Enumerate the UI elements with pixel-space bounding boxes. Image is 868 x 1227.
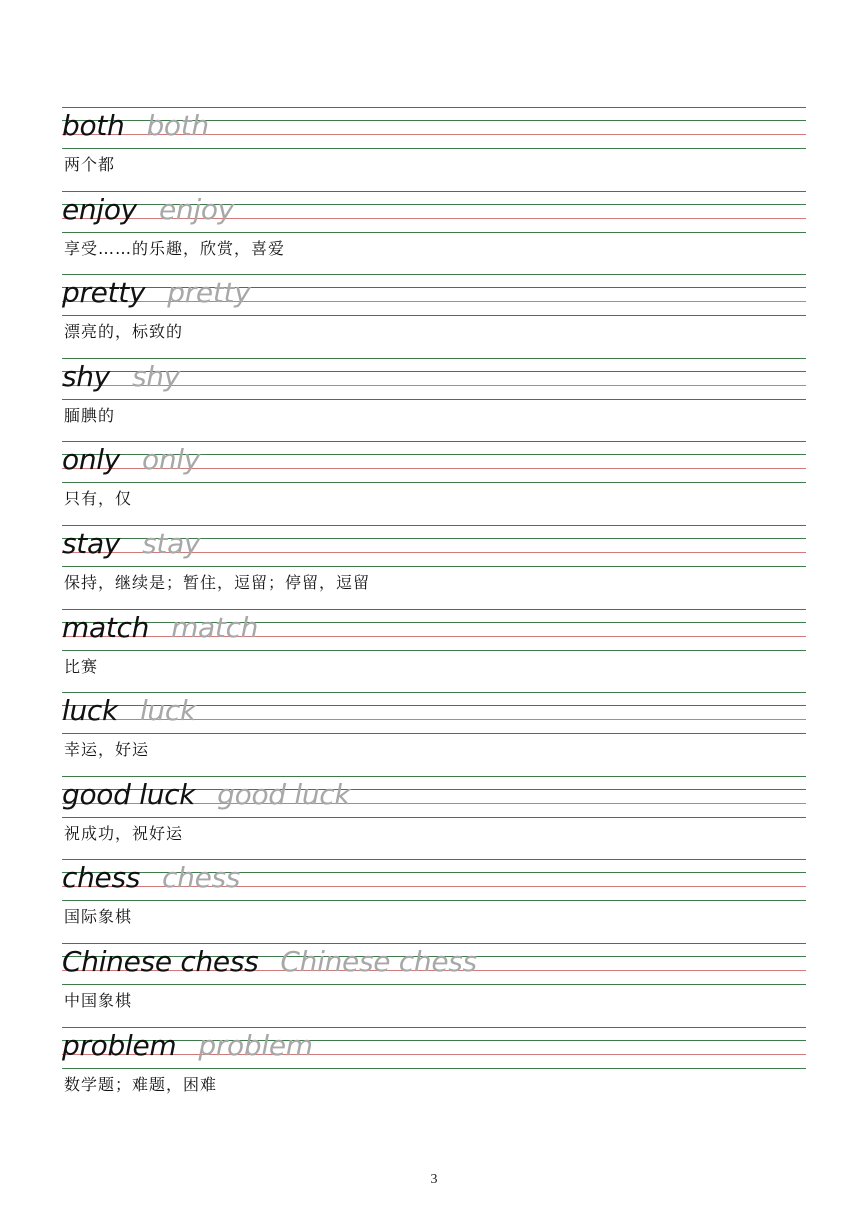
vocab-entry [62,525,806,609]
guide-line [62,733,806,734]
guide-line [62,817,806,818]
vocab-entry [62,943,806,1027]
word-row [62,777,350,813]
guide-line [62,482,806,483]
guide-line [62,148,806,149]
guide-line [62,900,806,901]
vocab-entry [62,274,806,358]
word-row [62,610,258,646]
vocab-meaning: 祝成功，祝好运 [64,824,184,843]
vocab-word: both [62,109,125,142]
vocab-word-trace: shy [132,360,181,393]
vocab-entry [62,441,806,525]
vocab-meaning: 只有，仅 [64,489,133,508]
vocab-word: problem [62,1029,177,1062]
vocab-meaning: 数学题；难题，困难 [64,1075,218,1094]
guide-line [62,399,806,400]
guide-line [62,566,806,567]
word-row [62,442,200,478]
vocab-word: match [62,611,150,644]
vocab-word-trace: Chinese chess [280,945,477,978]
vocab-entry [62,1027,806,1111]
vocab-meaning: 保持，继续是；暂住，逗留；停留，逗留 [64,573,371,592]
vocab-word-trace: both [146,109,209,142]
vocab-word: luck [62,694,118,727]
word-row [62,192,234,228]
vocab-word: pretty [62,276,146,309]
vocab-meaning: 比赛 [64,657,99,676]
vocab-entry [62,609,806,693]
word-row [62,944,477,980]
vocab-meaning: 幸运，好运 [64,740,150,759]
vocab-word: good luck [62,778,196,811]
vocab-word-trace: luck [139,694,196,727]
vocab-meaning: 两个都 [64,155,116,174]
vocab-word-trace: only [142,443,201,476]
page-number: 3 [430,1172,438,1187]
word-row [62,275,251,311]
guide-line [62,232,806,233]
vocab-word: chess [62,861,141,894]
guide-line [62,984,806,985]
word-row [62,693,196,729]
vocab-word: stay [62,527,121,560]
vocab-word-trace: pretty [167,276,251,309]
word-row [62,108,209,144]
vocab-word-trace: problem [198,1029,313,1062]
vocab-meaning: 享受……的乐趣，欣赏，喜爱 [64,239,286,258]
guide-line [62,315,806,316]
word-row [62,860,240,896]
vocab-entry [62,692,806,776]
guide-line [62,650,806,651]
vocab-entry [62,776,806,860]
word-row [62,359,180,395]
guide-line [62,1068,806,1069]
vocab-word: shy [62,360,111,393]
vocab-entry [62,191,806,275]
vocab-meaning: 漂亮的，标致的 [64,322,184,341]
vocab-word-trace: enjoy [158,193,234,226]
vocab-word-trace: good luck [217,778,351,811]
vocab-word-trace: match [171,611,259,644]
vocab-word-trace: stay [142,527,201,560]
vocab-entry [62,358,806,442]
vocab-meaning: 中国象棋 [64,991,133,1010]
vocab-word: only [62,443,121,476]
word-row [62,526,200,562]
vocab-word: enjoy [62,193,137,226]
vocab-entry [62,859,806,943]
vocab-meaning: 国际象棋 [64,907,133,926]
vocab-entry [62,107,806,191]
vocab-word: Chinese chess [62,945,259,978]
vocab-word-trace: chess [162,861,241,894]
word-row [62,1028,313,1064]
vocab-meaning: 腼腆的 [64,406,116,425]
